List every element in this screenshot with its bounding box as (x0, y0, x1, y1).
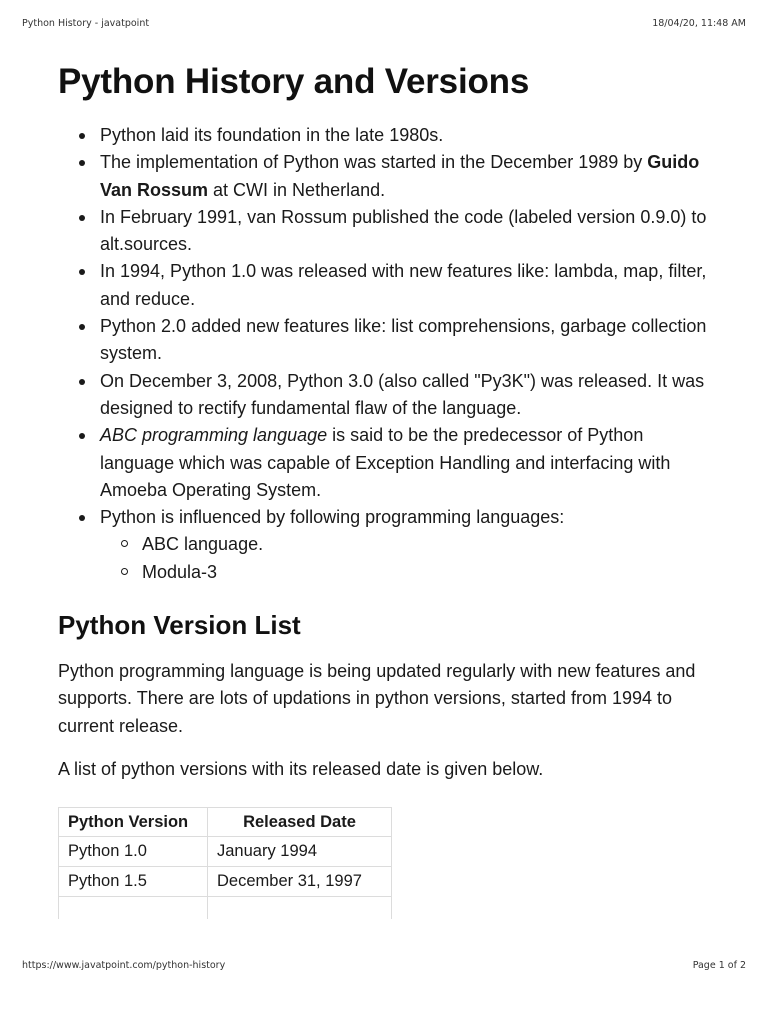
list-item (100, 204, 718, 259)
table-header-cell: Released Date (208, 808, 392, 837)
list-item (100, 149, 718, 204)
influences-list (100, 531, 718, 586)
list-item-text: is said to be the predecessor of Python language which was capable of Exception Handling and interfacing with Amoeba Operating System. (100, 425, 671, 500)
print-header (22, 18, 746, 32)
abc-language-name: ABC programming language (100, 425, 328, 446)
list-item-text: Python is influenced by following programming languages: (100, 507, 565, 528)
list-item (100, 258, 718, 313)
print-header-title: Python History - javatpoint (22, 18, 150, 29)
article-content (58, 58, 718, 919)
table-cell (208, 897, 392, 920)
page-title: Python History and Versions (58, 62, 530, 101)
table-cell: December 31, 1997 (208, 867, 392, 897)
list-item-text: On December 3, 2008, Python 3.0 (also called "Py3K") was released. It was designed to rectify fundamental flaw of the language. (100, 370, 705, 418)
table-cell: January 1994 (208, 837, 392, 867)
sub-list-item (142, 559, 718, 586)
table-cell: Python 1.0 (59, 837, 208, 867)
list-item (100, 504, 718, 586)
list-item (100, 122, 718, 149)
table-header-row (59, 808, 392, 837)
list-item-text: In 1994, Python 1.0 was released with new features like: lambda, map, filter, and reduce. (100, 261, 707, 309)
history-list (58, 122, 718, 586)
table-cell: Python 1.5 (59, 867, 208, 897)
list-item (100, 313, 718, 368)
sub-list-item-text: ABC language. (142, 534, 264, 555)
table-row (59, 837, 392, 867)
print-footer (22, 960, 746, 974)
list-item-text: In February 1991, van Rossum published the code (labeled version 0.9.0) to alt.sources. (100, 206, 707, 255)
paragraph: A list of python versions with its released date is given below. (58, 758, 544, 779)
guido-name: Guido Van Rossum (100, 152, 700, 200)
list-item (100, 422, 718, 504)
table-row (59, 867, 392, 897)
list-item (100, 368, 718, 423)
print-header-datetime: 18/04/20, 11:48 AM (652, 18, 746, 29)
paragraph: Python programming language is being updated regularly with new features and supports. There are lots of updations in python versions, started from 1994 to current release. (58, 661, 696, 736)
print-footer-url: https://www.javatpoint.com/python-history (22, 960, 226, 971)
list-item-text: Python laid its foundation in the late 1980s. (100, 125, 444, 145)
table-header-cell: Python Version (59, 808, 208, 837)
list-item-text: Python 2.0 added new features like: list comprehensions, garbage collection system. (100, 316, 707, 364)
print-footer-page: Page 1 of 2 (692, 960, 746, 971)
sub-list-item-text: Modula-3 (142, 561, 218, 582)
section-heading: Python Version List (58, 610, 301, 641)
list-item-text: The implementation of Python was started in the December 1989 by (100, 152, 648, 173)
table-cell (59, 897, 208, 920)
list-item-text: at CWI in Netherland. (208, 179, 386, 200)
table-row (59, 897, 392, 920)
version-table (58, 807, 392, 919)
sub-list-item (142, 531, 718, 558)
